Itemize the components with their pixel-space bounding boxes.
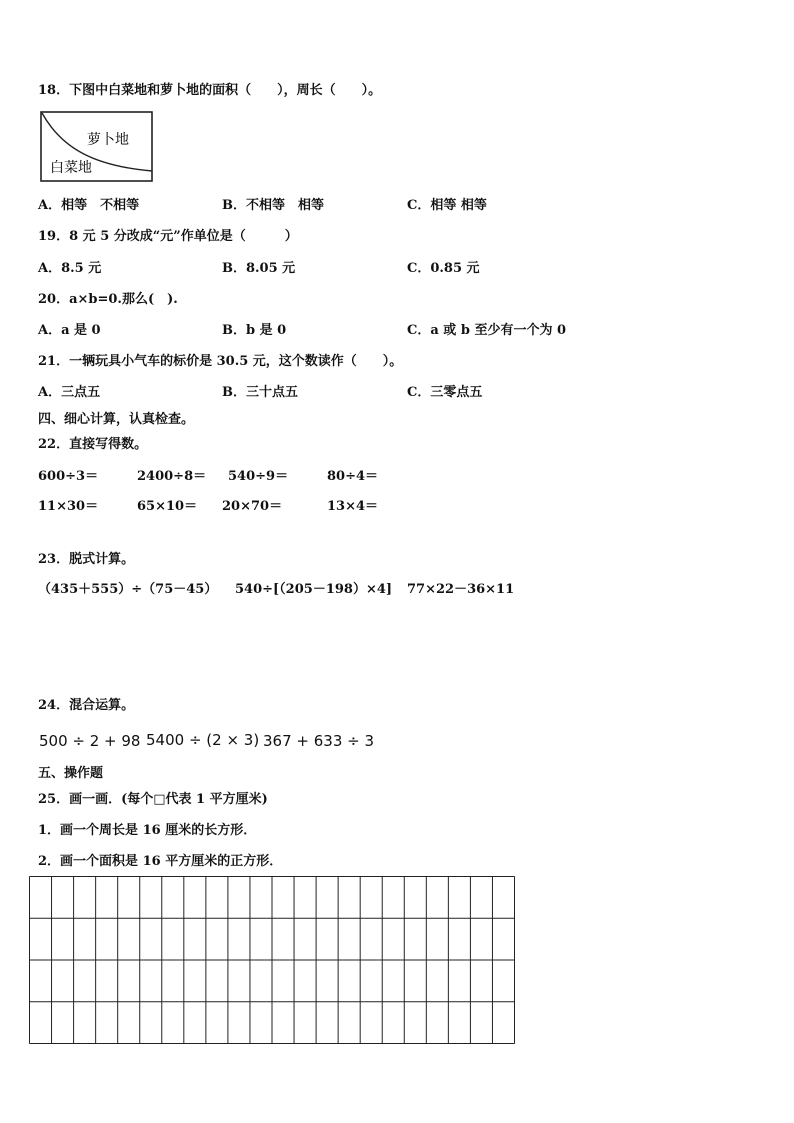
q22-item: 11×30＝ (38, 499, 99, 514)
q19-option-a[interactable]: A．8.5 元 (38, 261, 102, 276)
q18-option-b[interactable]: B．不相等 相等 (222, 198, 324, 213)
q18-option-a[interactable]: A．相等 不相等 (38, 198, 140, 213)
q25-task-2: 2．画一个面积是 16 平方厘米的正方形． (38, 854, 283, 869)
q25-task-1: 1．画一个周长是 16 厘米的长方形． (38, 823, 257, 838)
q24-stem: 24．混合运算。 (38, 698, 135, 713)
vegetable-field-figure (40, 111, 153, 182)
q21-option-c[interactable]: C．三零点五 (407, 385, 483, 400)
q21-stem: 21．一辆玩具小气车的标价是 30.5 元，这个数读作（ ）。 (38, 354, 403, 369)
section4-title: 四、细心计算，认真检查。 (38, 412, 195, 427)
q22-item: 65×10＝ (137, 499, 198, 514)
q24-item: 500 ÷ 2 + 98 (39, 732, 141, 750)
q22-stem: 22．直接写得数。 (38, 437, 148, 452)
q23-stem: 23．脱式计算。 (38, 552, 135, 567)
q20-option-c[interactable]: C．a 或 b 至少有一个为 0 (407, 323, 567, 338)
q21-option-a[interactable]: A．三点五 (38, 385, 101, 400)
q22-item: 20×70＝ (222, 499, 283, 514)
q19-option-c[interactable]: C．0.85 元 (407, 261, 480, 276)
q22-item: 2400÷8＝ (137, 469, 207, 484)
q21-option-b[interactable]: B．三十点五 (222, 385, 298, 400)
q18-stem: 18．下图中白菜地和萝卜地的面积（ ），周长（ ）。 (38, 83, 382, 98)
q22-item: 13×4＝ (327, 499, 379, 514)
q23-item: （435＋555）÷（75－45） (38, 582, 218, 597)
q22-item: 80÷4＝ (327, 469, 379, 484)
q19-option-b[interactable]: B．8.05 元 (222, 261, 296, 276)
section5-title: 五、操作题 (38, 766, 104, 781)
drawing-grid[interactable] (29, 876, 515, 1044)
q20-option-b[interactable]: B．b 是 0 (222, 323, 287, 338)
q20-option-a[interactable]: A．a 是 0 (38, 323, 101, 338)
q20-stem: 20．a×b=0.那么( ). (38, 292, 178, 307)
q24-item: 367 + 633 ÷ 3 (263, 732, 375, 750)
q25-stem: 25．画一画．(每个□代表 1 平方厘米) (38, 792, 268, 807)
q19-stem: 19．8 元 5 分改成“元”作单位是（ ） (38, 229, 298, 244)
q18-option-c[interactable]: C．相等 相等 (407, 198, 487, 213)
q22-item: 600÷3＝ (38, 469, 99, 484)
q23-item: 540÷[（205－198）×4] (235, 582, 393, 597)
cabbage-field-label: 白菜地 (50, 161, 92, 176)
q23-item: 77×22－36×11 (407, 582, 515, 597)
q24-item: 5400 ÷ (2 × 3) (146, 731, 260, 749)
q22-item: 540÷9＝ (228, 469, 289, 484)
radish-field-label: 萝卜地 (87, 133, 129, 148)
